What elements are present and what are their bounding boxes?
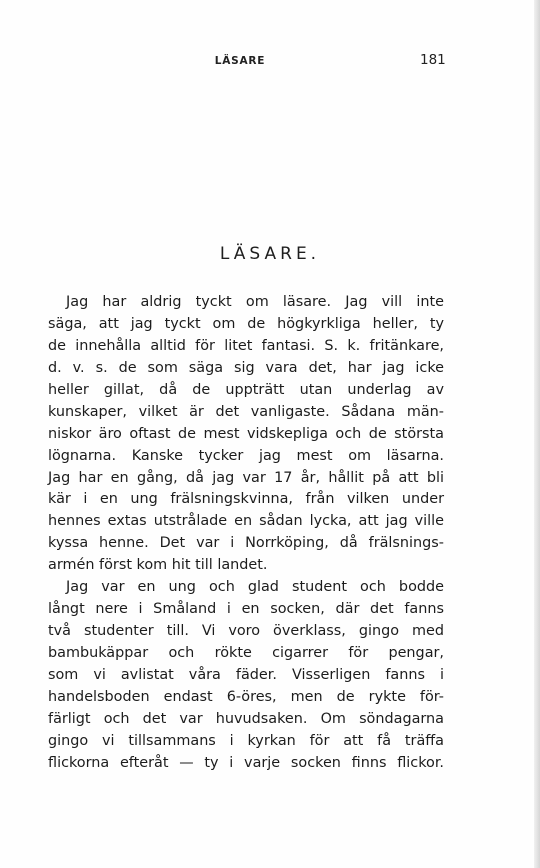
page-edge-shadow: [534, 0, 540, 868]
text-line: kär i en ung frälsningskvinna, från vilken under: [48, 491, 444, 508]
text-line: de innehålla alltid för litet fantasi. S. k. fritänkare,: [48, 337, 444, 354]
text-line: bambukäppar och rökte cigarrer för pengar,: [48, 645, 444, 661]
text-line: Jag har aldrig tyckt om läsare. Jag vill inte: [66, 294, 444, 310]
text-line: lögnarna. Kanske tycker jag mest om läsarna.: [48, 447, 444, 464]
text-line: långt nere i Småland i en socken, där det fanns: [48, 601, 444, 618]
text-line: färligt och det var huvudsaken. Om söndagarna: [48, 710, 444, 727]
page-number: 181: [420, 52, 446, 68]
text-line: två studenter till. Vi voro överklass, gingo med: [48, 623, 444, 640]
body-text: [48, 292, 444, 775]
running-head: [0, 52, 540, 72]
text-line: som vi avlistat våra fäder. Visserligen fanns i: [48, 666, 444, 683]
text-line: hennes extas utstrålade en sådan lycka, att jag ville: [48, 513, 444, 530]
text-line: heller gillat, då de uppträtt utan underlag av: [48, 381, 444, 398]
text-line: armén först kom hit till landet.: [48, 557, 268, 574]
text-line: handelsboden endast 6-öres, men de rykte för-: [48, 688, 444, 705]
text-line: Jag var en ung och glad student och bodde: [66, 579, 444, 596]
text-line: d. v. s. de som säga sig vara det, har jag icke: [48, 359, 444, 376]
text-line: kunskaper, vilket är det vanligaste. Sådana män-: [48, 403, 444, 420]
chapter-title: LÄSARE.: [219, 244, 321, 264]
text-line: kyssa henne. Det var i Norrköping, då frälsnings-: [48, 535, 444, 552]
running-title: LÄSARE: [214, 55, 266, 67]
text-line: niskor äro oftast de mest vidskepliga och de största: [48, 425, 444, 442]
text-line: säga, att jag tyckt om de högkyrkliga heller, ty: [48, 315, 444, 332]
text-line: Jag har en gång, då jag var 17 år, hållit på att bli: [48, 469, 444, 486]
text-line: gingo vi tillsammans i kyrkan för att få träffa: [48, 732, 444, 749]
text-line: flickorna efteråt — ty i varje socken finns flickor.: [48, 754, 444, 771]
